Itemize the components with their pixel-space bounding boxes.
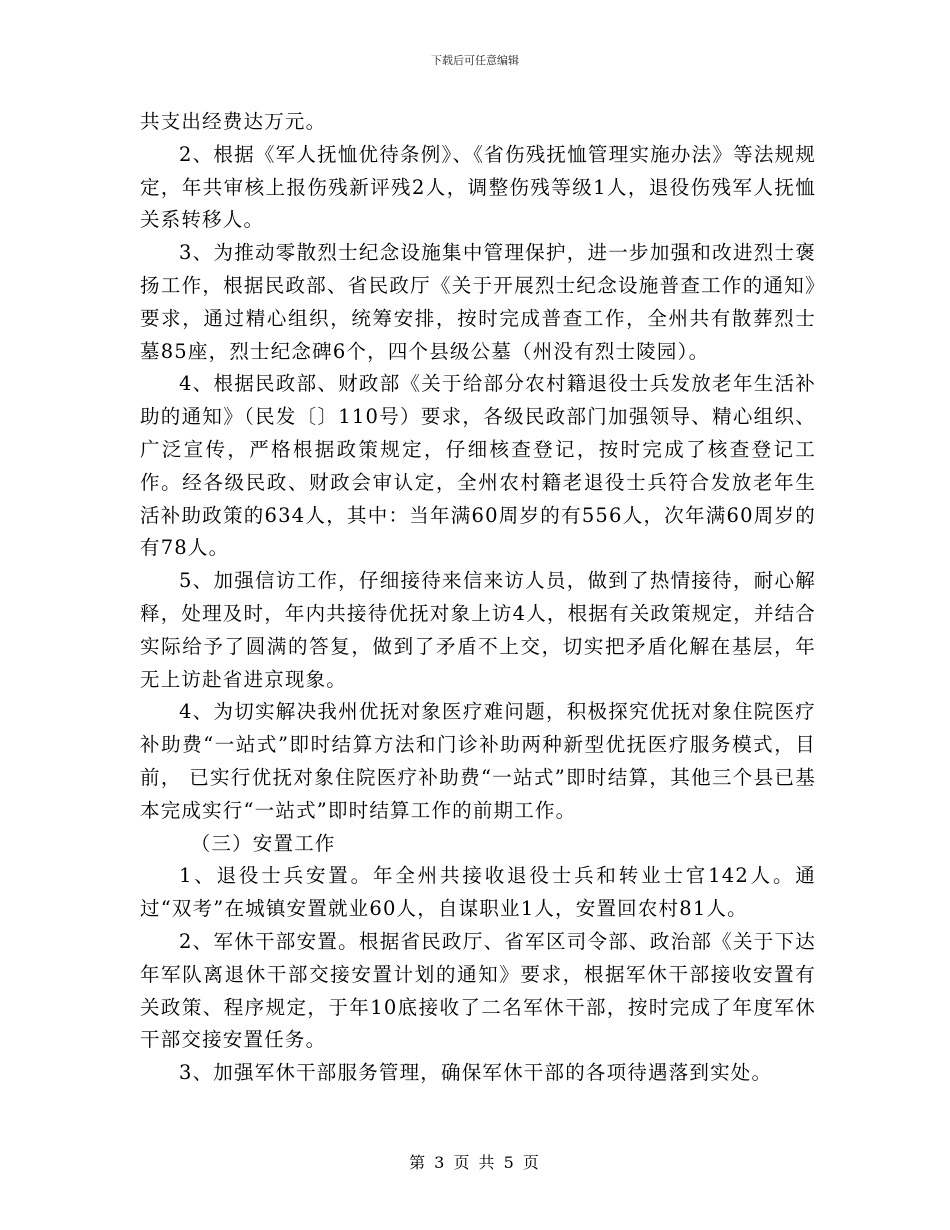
section-heading: （三）安置工作 xyxy=(190,831,336,855)
paragraph: 2、根据《军人抚恤优待条例》、《省伤残抚恤管理实施办法》等法规规定，年共审核上报伤残新评残2人，调整伤残等级1人，退役伤残军人抚恤关系转移人。 xyxy=(140,142,816,232)
paragraph: 共支出经费达万元。 xyxy=(140,110,327,133)
paragraph: 1、退役士兵安置。年全州共接收退役士兵和转业士官142人。通过“双考”在城镇安置就业60人，自谋职业1人，安置回农村81人。 xyxy=(140,864,816,921)
paragraph: 4、为切实解决我州优抚对象医疗难问题，积极探究优抚对象住院医疗补助费“一站式”即时结算方法和门诊补助两种新型优抚医疗服务模式，目前， 已实行优抚对象住院医疗补助费“一站式”即时结算，其他三个县已基本完成实行“一站式”即时结算工作的前期工作。 xyxy=(140,700,816,822)
page-header: 下载后可任意编辑 xyxy=(431,54,519,67)
paragraph: 5、加强信访工作，仔细接待来信来访人员，做到了热情接待，耐心解释，处理及时，年内共接待优抚对象上访4人，根据有关政策规定，并结合实际给予了圆满的答复，做到了矛盾不上交，切实把矛盾化解在基层，年无上访赴省进京现象。 xyxy=(140,569,817,691)
paragraph: 4、根据民政部、财政部《关于给部分农村籍退役士兵发放老年生活补助的通知》（民发〔〕110号）要求，各级民政部门加强领导、精心组织、广泛宣传，严格根据政策规定，仔细核查登记，按时完成了核查登记工作。经各级民政、财政会审认定，全州农村籍老退役士兵符合发放老年生活补助政策的634人，其中：当年满60周岁的有556人，次年满60周岁的有78人。 xyxy=(140,372,816,560)
paragraph: 3、加强军休干部服务管理，确保军休干部的各项待遇落到实处。 xyxy=(179,1061,773,1085)
paragraph: 2、军休干部安置。根据省民政厅、省军区司令部、政治部《关于下达年军队离退休干部交接安置计划的通知》要求，根据军休干部接收安置有关政策、程序规定，于年10底接收了二名军休干部，按时完成了年度军休干部交接安置任务。 xyxy=(140,929,816,1052)
paragraph: 3、为推动零散烈士纪念设施集中管理保护，进一步加强和改进烈士褒扬工作，根据民政部、省民政厅《关于开展烈士纪念设施普查工作的通知》要求，通过精心组织，统筹安排，按时完成普查工作，全州共有散葬烈士墓85座，烈士纪念碑6个，四个县级公墓（州没有烈士陵园）。 xyxy=(140,241,816,363)
page-footer: 第 3 页 共 5 页 xyxy=(409,1153,541,1172)
document-body xyxy=(140,106,816,1090)
